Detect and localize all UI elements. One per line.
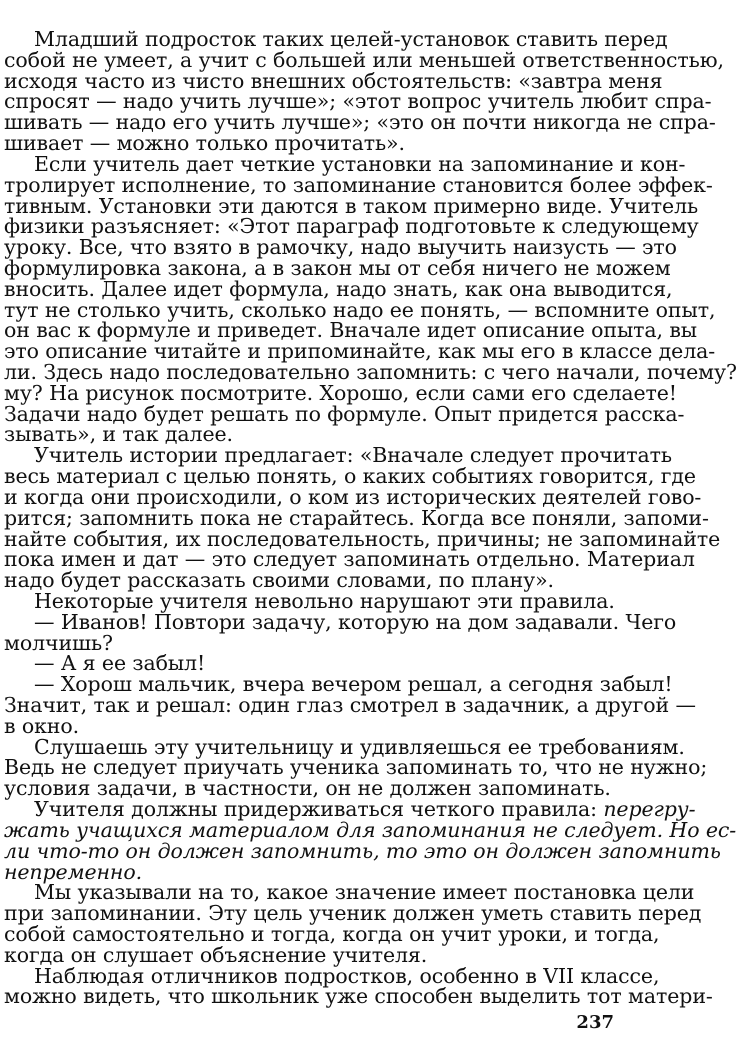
text-line: Младший подросток таких целей-установок ставить перед (34, 27, 668, 51)
text-line: это описание читайте и припоминайте, как мы его в классе дела- (4, 339, 716, 364)
text-line: найте события, их последовательность, причины; не запоминайте (4, 526, 721, 551)
text-line (4, 797, 696, 822)
text-line: зывать», и так далее. (4, 422, 233, 447)
text-line: ли. Здесь надо последовательно запомнить: с чего начали, почему? (4, 360, 737, 384)
text-line: весь материал с целью понять, о каких событиях говорится, где (4, 464, 696, 489)
text-line: шивает — можно только прочитать». (4, 131, 405, 156)
text-line: Некоторые учителя невольно нарушают эти правила. (34, 588, 615, 613)
text-line: в окно. (4, 713, 80, 738)
text-line: Ведь не следует приучать ученика запоминать то, что не нужно; (4, 755, 708, 780)
text-line: можно видеть, что школьник уже способен выделить тот матери- (4, 984, 713, 1009)
text-line: непременно. (4, 859, 142, 884)
text-line: шивать — надо его учить лучше»; «это он почти никогда не спра- (4, 110, 716, 135)
text-line: собой самостоятельно и тогда, когда он учит уроки, и тогда, (4, 921, 660, 946)
text-line: когда он слушает объяснение учителя. (4, 942, 428, 967)
text-line: Если учитель дает четкие установки на запоминание и кон- (34, 151, 686, 176)
text-line: формулировка закона, а в закон мы от себя ничего не можем (4, 255, 671, 280)
text-line: Учитель истории предлагает: «Вначале следует прочитать (34, 443, 672, 468)
text-line: Слушаешь эту учительницу и удивляешься ее требованиям. (34, 734, 685, 759)
text-line: Мы указывали на то, какое значение имеет постановка цели (34, 880, 695, 905)
text-line: — Хорош мальчик, вчера вечером решал, а сегодня забыл! (34, 672, 673, 697)
text-line: му? На рисунок посмотрите. Хорошо, если сами его сделаете! (4, 380, 677, 405)
text-line-italic-part: перегру- (603, 797, 696, 822)
text-line: рится; запомнить пока не старайтесь. Когда все поняли, запоми- (4, 505, 709, 530)
text-line: жать учащихся материалом для запоминания не следует. Но ес- (4, 817, 737, 842)
text-line: — А я ее забыл! (34, 651, 206, 676)
text-line: при запоминании. Эту цель ученик должен уметь ставить перед (4, 901, 702, 926)
text-line: — Иванов! Повтори задачу, которую на дом задавали. Чего (34, 609, 677, 634)
text-line: физики разъясняет: «Этот параграф подготовьте к следующему (4, 214, 699, 239)
text-line-regular-part: Учителя должны придерживаться четкого правила: (34, 797, 604, 822)
text-line: и когда они происходили, о ком из исторических деятелей гово- (4, 484, 702, 509)
text-line: условия задачи, в частности, он не должен запоминать. (4, 776, 611, 801)
text-line: собой не умеет, а учит с большей или меньшей ответственностью, (4, 47, 724, 72)
text-line: пока имен и дат — это следует запоминать отдельно. Материал (4, 547, 695, 572)
text-line: Значит, так и решал: один глаз смотрел в задачник, а другой — (4, 693, 696, 717)
text-line: Наблюдая отличников подростков, особенно в VII классе, (34, 963, 660, 988)
text-line: тивным. Установки эти даются в таком примерно виде. Учитель (4, 193, 699, 218)
text-line: уроку. Все, что взято в рамочку, надо выучить наизусть — это (4, 235, 677, 260)
text-line: Задачи надо будет решать по формуле. Опыт придется расска- (4, 401, 685, 426)
text-line: надо будет рассказать своими словами, по плану». (4, 568, 554, 593)
text-line: он вас к формуле и приведет. Вначале идет описание опыта, вы (4, 318, 698, 343)
text-line: спросят — надо учить лучше»; «этот вопрос учитель любит спра- (4, 89, 712, 114)
body-text (4, 27, 737, 1009)
text-line: ли что-то он должен запомнить, то это он должен запомнить (4, 838, 721, 863)
text-line: вносить. Далее идет формула, надо знать, как она выводится, (4, 276, 673, 301)
text-line: тут не столько учить, сколько надо ее понять, — вспомните опыт, (4, 297, 716, 322)
text-line: исходя часто из чисто внешних обстоятельств: «завтра меня (4, 68, 663, 93)
text-line: молчишь? (4, 630, 113, 655)
text-line: тролирует исполнение, то запоминание становится более эффек- (4, 172, 713, 197)
page-number: 237 (576, 1012, 614, 1033)
